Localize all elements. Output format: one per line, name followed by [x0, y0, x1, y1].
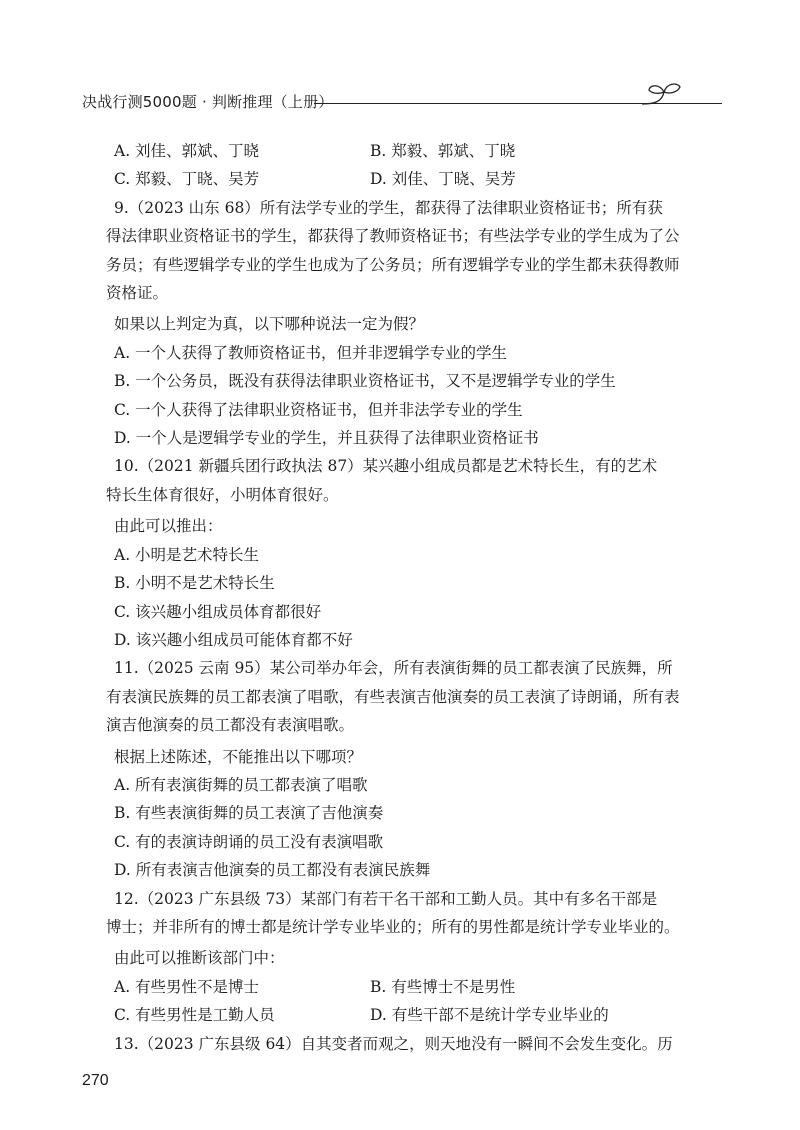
- q9-option-a: A. 一个人获得了教师资格证书，但并非逻辑学专业的学生: [114, 343, 508, 362]
- q12-option-b: B. 有些博士不是男性: [370, 977, 516, 996]
- q12-option-a: A. 有些男性不是博士: [114, 977, 260, 996]
- q9-option-d: D. 一个人是逻辑学专业的学生，并且获得了法律职业资格证书: [114, 429, 539, 448]
- prev-options-row-2: [92, 165, 696, 193]
- q10-stem-line-1: 10.（2021 新疆兵团行政执法 87）某兴趣小组成员都是艺术特长生，有的艺术: [114, 457, 658, 476]
- q9-stem-line-2: 得法律职业资格证书的学生，都获得了教师资格证书；有些法学专业的学生成为了公: [106, 227, 680, 246]
- prev-option-b: B. 郑毅、郭斌、丁晓: [370, 142, 516, 160]
- q11-option-a: A. 所有表演街舞的员工都表演了唱歌: [114, 775, 368, 794]
- q11-option-c: C. 有的表演诗朗诵的员工没有表演唱歌: [114, 832, 384, 851]
- prev-option-c: C. 郑毅、丁晓、吴芳: [114, 170, 260, 189]
- q11-option-b: B. 有些表演街舞的员工表演了吉他演奏: [114, 804, 384, 823]
- book-title: 决战行测5000题 · 判断推理（上册）: [82, 93, 334, 111]
- q10-question: 由此可以推出：: [114, 517, 223, 536]
- q10-option-a: A. 小明是艺术特长生: [114, 545, 260, 564]
- q13-stem-line-1: 13.（2023 广东县级 64）自其变者而观之，则天地没有一瞬间不会发生变化。历: [114, 1034, 673, 1053]
- q11-stem-line-3: 演吉他演奏的员工都没有表演唱歌。: [106, 716, 355, 735]
- q10-option-d: D. 该兴趣小组成员可能体育都不好: [114, 630, 353, 649]
- q12-option-d: D. 有些干部不是统计学专业毕业的: [370, 1006, 609, 1025]
- q9-option-c: C. 一个人获得了法律职业资格证书，但并非法学专业的学生: [114, 400, 523, 419]
- q12-option-c: C. 有些男性是工勤人员: [114, 1006, 275, 1025]
- q12-stem-line-2: 博士；并非所有的博士都是统计学专业毕业的；所有的男性都是统计学专业毕业的。: [106, 917, 680, 936]
- sprout-icon: [640, 80, 686, 112]
- q9-option-b: B. 一个公务员，既没有获得法律职业资格证书，又不是逻辑学专业的学生: [114, 372, 616, 391]
- q9-stem-line-3: 务员；有些逻辑学专业的学生也成为了公务员；所有逻辑学专业的学生都未获得教师: [106, 255, 680, 274]
- q9-stem-line-1: 9.（2023 山东 68）所有法学专业的学生，都获得了法律职业资格证书；所有获: [114, 198, 663, 217]
- page-number: 270: [82, 1072, 109, 1089]
- q12-options-row-2: [92, 1001, 696, 1029]
- q11-stem-line-1: 11.（2025 云南 95）某公司举办年会，所有表演街舞的员工都表演了民族舞，所: [114, 659, 673, 678]
- page-content: [92, 137, 696, 1058]
- q12-options-row-1: [92, 973, 696, 1001]
- q10-option-b: B. 小明不是艺术特长生: [114, 574, 275, 593]
- q11-question: 根据上述陈述，不能推出以下哪项？: [114, 747, 363, 766]
- q9-stem-line-4: 资格证。: [106, 284, 169, 303]
- running-header: [82, 86, 682, 116]
- prev-option-a: A. 刘佳、郭斌、丁晓: [114, 142, 260, 160]
- prev-option-d: D. 刘佳、丁晓、吴芳: [370, 170, 516, 189]
- q11-option-d: D. 所有表演吉他演奏的员工都没有表演民族舞: [114, 861, 431, 880]
- q9-question: 如果以上判定为真，以下哪种说法一定为假？: [114, 315, 425, 334]
- prev-options-row-1: [92, 137, 696, 165]
- q12-question: 由此可以推断该部门中：: [114, 949, 285, 968]
- q10-stem-line-2: 特长生体育很好，小明体育很好。: [106, 485, 339, 504]
- q11-stem-line-2: 有表演民族舞的员工都表演了唱歌，有些表演吉他演奏的员工表演了诗朗诵，所有表: [106, 687, 680, 706]
- q12-stem-line-1: 12.（2023 广东县级 73）某部门有若干名干部和工勤人员。其中有多名干部是: [114, 889, 658, 908]
- q10-option-c: C. 该兴趣小组成员体育都很好: [114, 602, 322, 621]
